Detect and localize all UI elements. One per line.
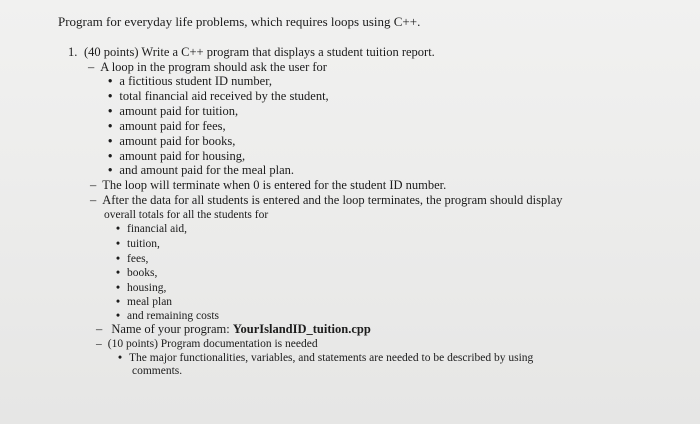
ask-item: • amount paid for fees, <box>108 119 226 134</box>
ask-item: • and amount paid for the meal plan. <box>108 163 294 178</box>
documentation-line: – (10 points) Program documentation is needed <box>96 337 318 352</box>
after-instruction-continued: overall totals for all the students for <box>104 209 269 221</box>
question-number: 1. <box>68 45 78 59</box>
after-instruction: – After the data for all students is entered and the loop terminates, the program should display <box>90 193 563 208</box>
program-name-value: YourIslandID_tuition.cpp <box>232 322 371 336</box>
documentation-bullet: • The major functionalities, variables, and statements are needed to be described by using <box>118 351 533 366</box>
ask-item: • total financial aid received by the student, <box>108 89 329 104</box>
ask-item: • amount paid for housing, <box>108 149 245 164</box>
total-item: • meal plan <box>116 295 172 310</box>
program-name-line <box>96 322 371 337</box>
total-item: • books, <box>116 266 157 281</box>
documentation-bullet-continued: comments. <box>132 365 183 377</box>
program-name-label: Name of your program: <box>111 322 233 336</box>
question-intro: (40 points) Write a C++ program that displays a student tuition report. <box>84 45 435 59</box>
total-item: • fees, <box>116 252 148 267</box>
ask-item: • amount paid for tuition, <box>108 104 238 119</box>
total-item: • financial aid, <box>116 222 187 237</box>
terminate-instruction: – The loop will terminate when 0 is entered for the student ID number. <box>90 178 446 193</box>
loop-instruction: – A loop in the program should ask the user for <box>88 60 327 75</box>
page-heading: Program for everyday life problems, which requires loops using C++. <box>58 14 421 29</box>
total-item: • and remaining costs <box>116 309 219 324</box>
ask-item: • amount paid for books, <box>108 134 235 149</box>
total-item: • housing, <box>116 281 166 296</box>
total-item: • tuition, <box>116 237 160 252</box>
ask-item: • a fictitious student ID number, <box>108 74 272 89</box>
